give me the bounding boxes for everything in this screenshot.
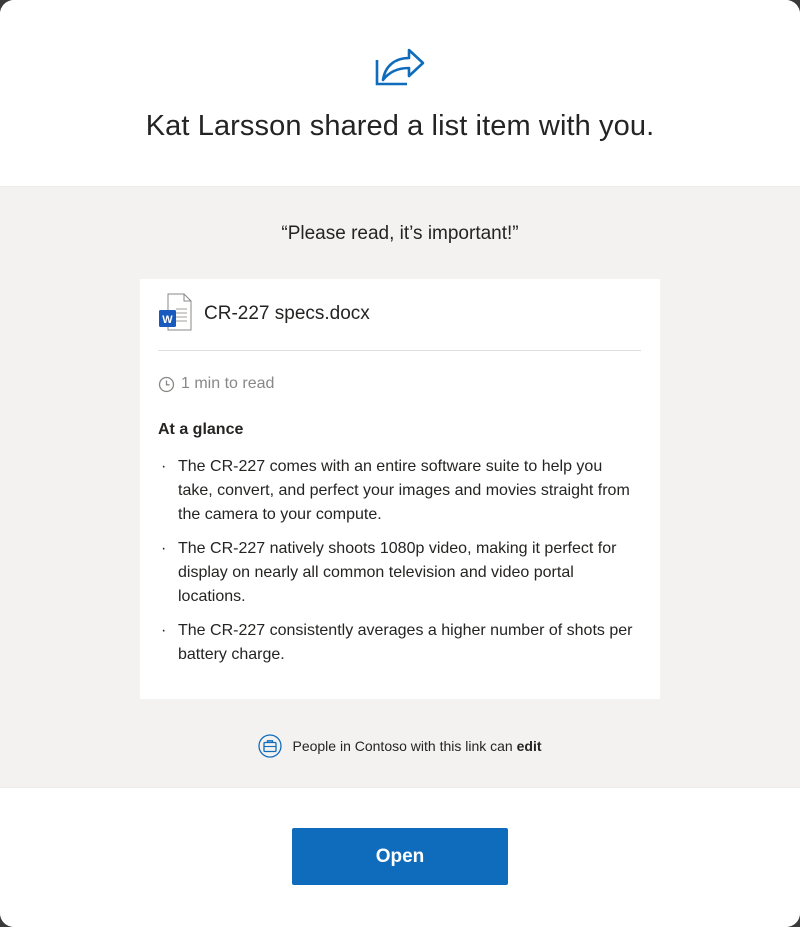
read-time: 1 min to read bbox=[181, 375, 275, 392]
section-heading: At a glance bbox=[158, 421, 244, 438]
svg-text:W: W bbox=[162, 314, 173, 326]
page-title: Kat Larsson shared a list item with you. bbox=[145, 110, 655, 142]
share-icon bbox=[373, 40, 427, 88]
file-name[interactable]: CR-227 specs.docx bbox=[204, 303, 370, 324]
divider bbox=[158, 350, 641, 351]
open-button[interactable]: Open bbox=[292, 828, 508, 885]
message-body bbox=[0, 187, 800, 787]
header bbox=[0, 0, 800, 187]
clock-icon bbox=[158, 376, 175, 393]
permission-row bbox=[0, 734, 800, 758]
list-item-text: The CR-227 natively shoots 1080p video, making it perfect for display on nearly all common television and video portal locations. bbox=[178, 540, 617, 605]
list-item: · The CR-227 consistently averages a higher number of shots per battery charge. bbox=[161, 622, 633, 663]
list-item-text: The CR-227 comes with an entire software suite to help you take, convert, and perfect your images and movies straight from the camera to your compute. bbox=[178, 458, 630, 523]
list-item: · The CR-227 comes with an entire software suite to help you take, convert, and perfect your images and movies straight from the camera to your compute. bbox=[161, 458, 630, 523]
permission-prefix: People in Contoso with this link can bbox=[292, 738, 517, 754]
share-message: “Please read, it’s important!” bbox=[281, 223, 519, 244]
word-document-icon bbox=[158, 293, 192, 331]
list-item-text: The CR-227 consistently averages a higher number of shots per battery charge. bbox=[178, 622, 633, 663]
permission-action: edit bbox=[516, 738, 542, 754]
summary-list bbox=[158, 455, 638, 677]
footer bbox=[0, 787, 800, 927]
permission-text bbox=[292, 738, 541, 754]
list-item: · The CR-227 natively shoots 1080p video, making it perfect for display on nearly all common television and video portal locations. bbox=[161, 540, 617, 605]
briefcase-icon bbox=[258, 734, 282, 758]
file-row[interactable] bbox=[158, 293, 638, 335]
document-preview-card[interactable] bbox=[140, 279, 660, 699]
